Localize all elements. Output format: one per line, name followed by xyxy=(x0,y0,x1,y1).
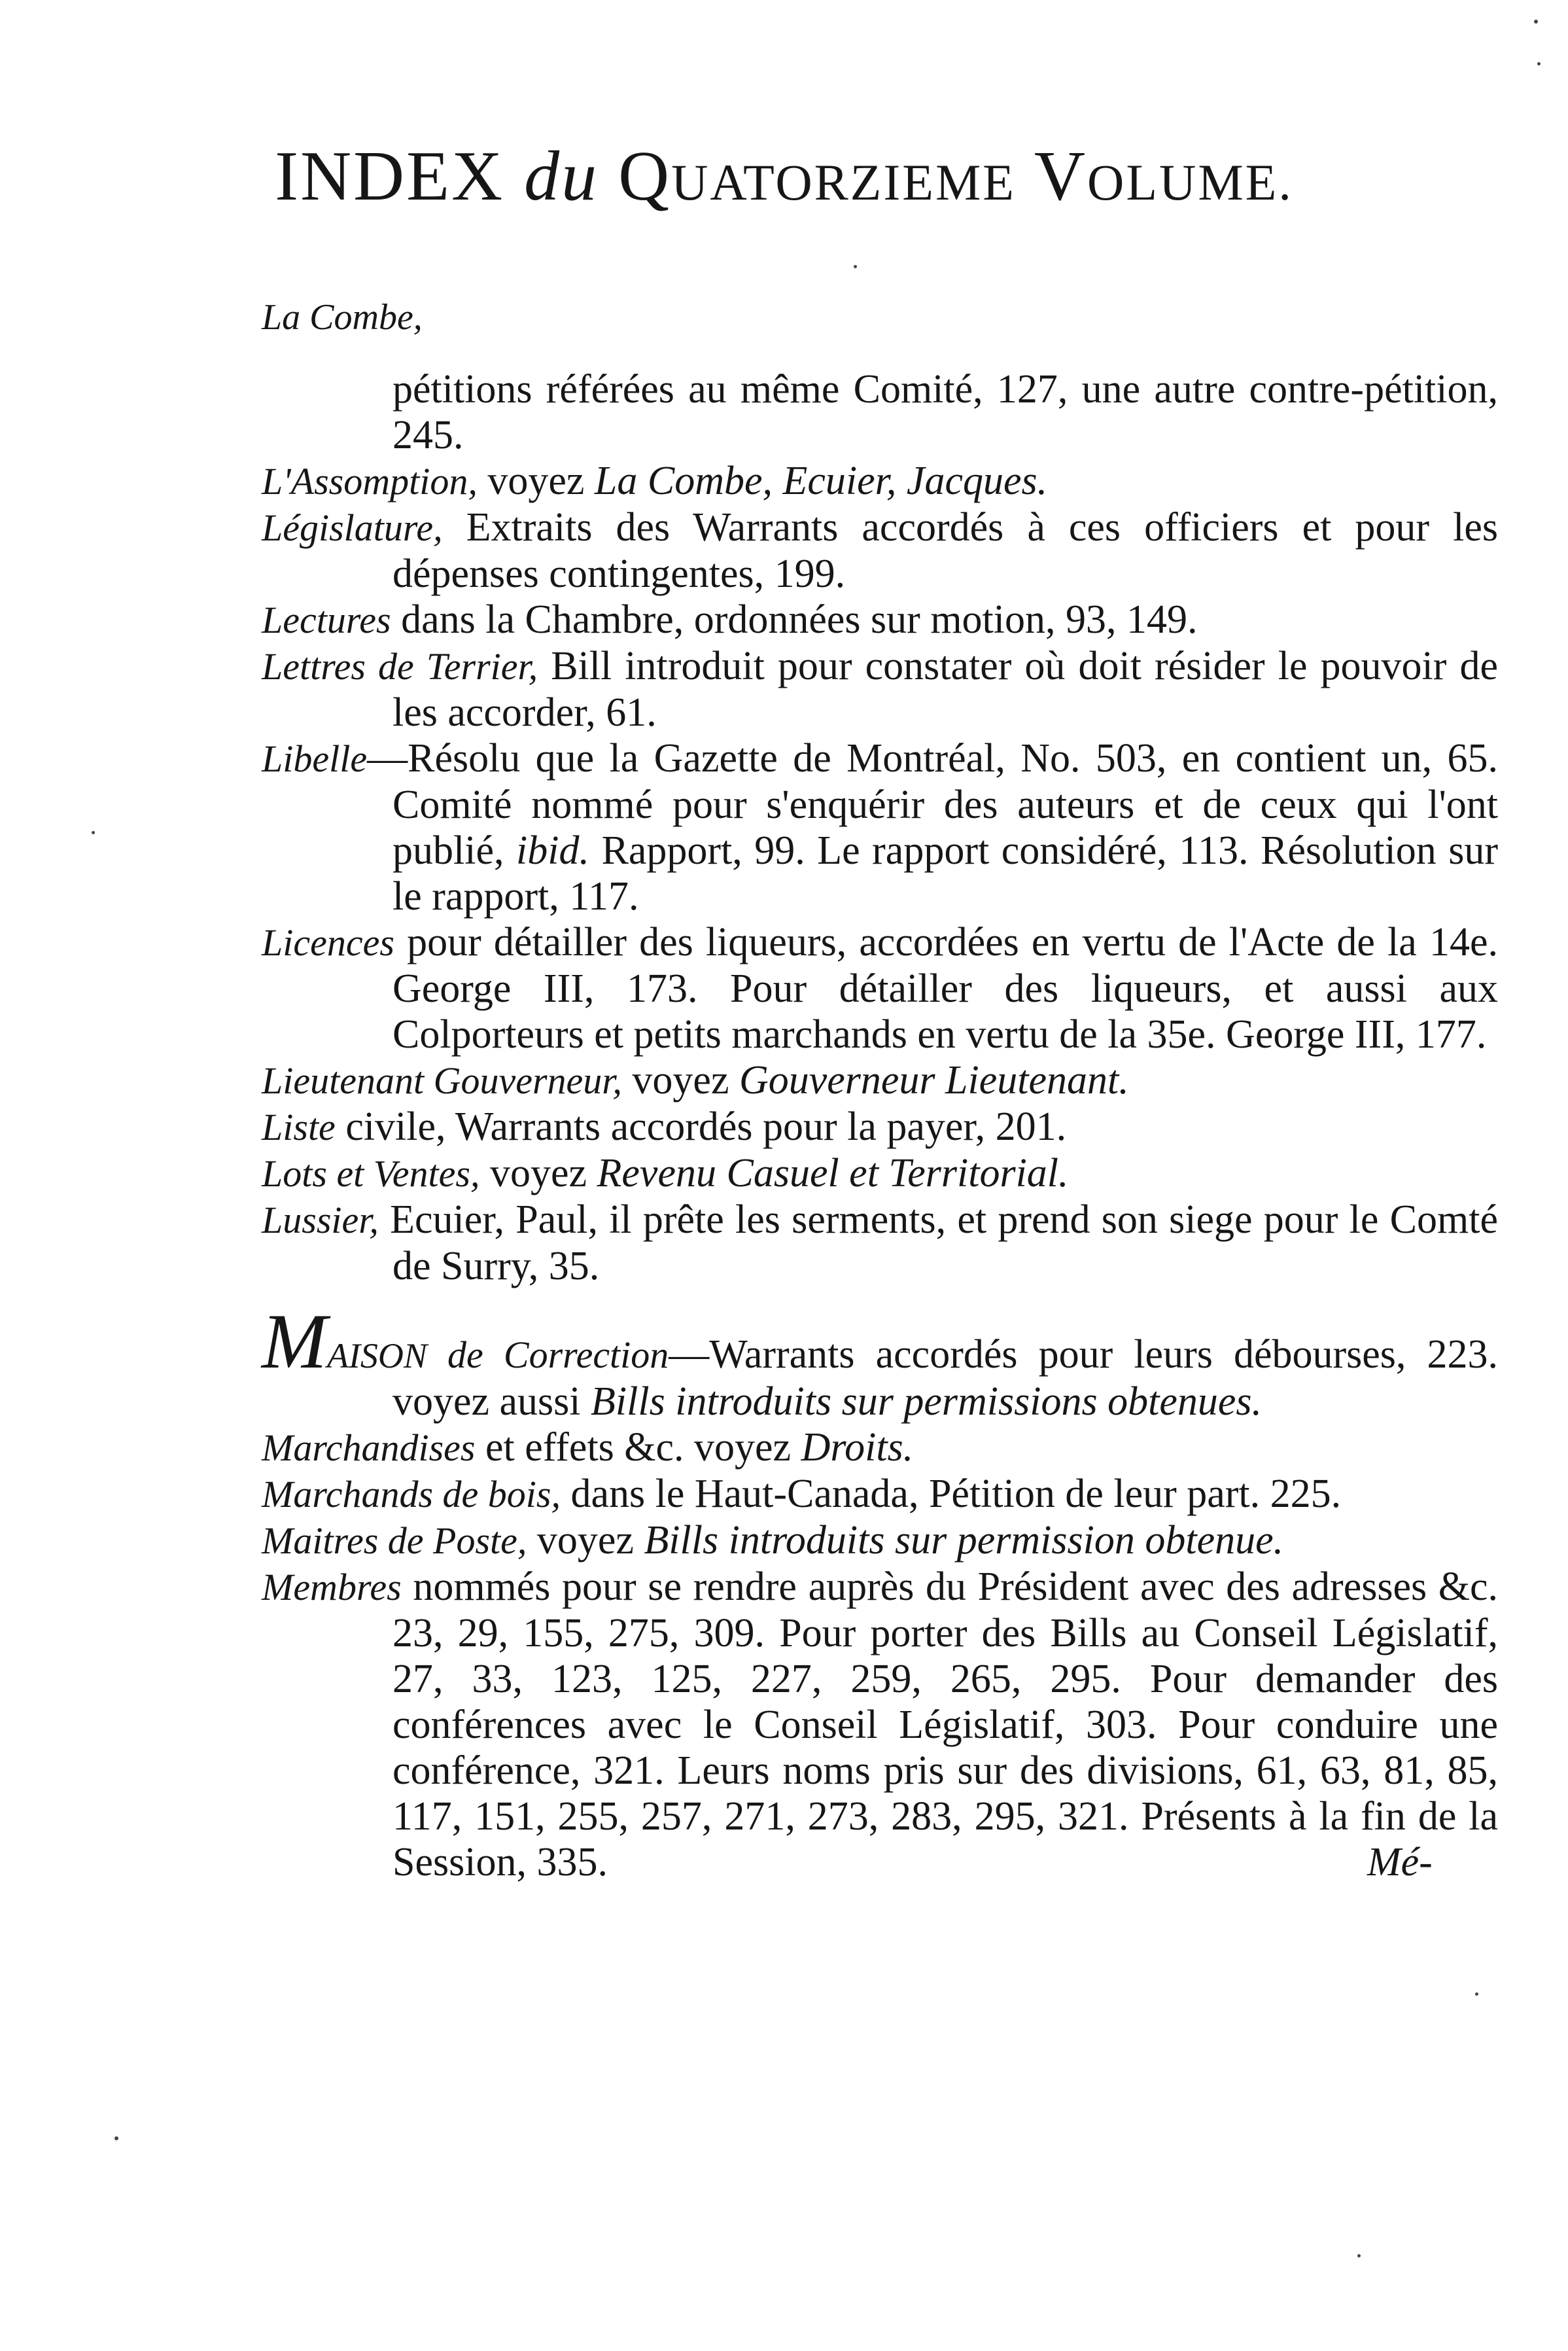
entry-reference: Droits. xyxy=(801,1425,914,1470)
drop-cap: M xyxy=(262,1298,327,1385)
title-v-cap: V xyxy=(1034,137,1088,215)
page-title xyxy=(0,134,1568,225)
entry-text: —Résolu que la Gazette de Montréal, No. 503, en contient un, 65. Comité nommé pour s'enquérir des auteurs et de ceux qui l'ont publié, xyxy=(367,736,1498,873)
scan-speck xyxy=(92,831,95,834)
entry-term: Législature, xyxy=(262,506,443,549)
entry-term: L'Assomption, xyxy=(262,460,478,503)
index-entry xyxy=(262,643,1498,735)
entry-text: Extraits des Warrants accordés à ces officiers et pour les dépenses contingentes, 199. xyxy=(392,505,1498,596)
title-quatorzieme-rest: UATORZIEME xyxy=(671,154,1016,211)
index-entry xyxy=(262,458,1498,504)
index-entry xyxy=(262,1104,1498,1150)
index-entry: Membres nommés pour se rendre auprès du Président avec des adresses &c. 23, 29, 155, 275, 309. Pour porter des Bills au Conseil Législatif, 27, 33, 123, 125, 227, 259, 265, 295. Pour demander des conférences avec le Conseil Législatif, 303. Pour conduire une conférence, 321. Leurs noms pris sur des divisions, 61, 63, 81, 85, 117, 151, 255, 257, 271, 273, 283, 295, 321. Présents à la fin de la Session, 335. Mé- xyxy=(262,1564,1498,1884)
entry-text: dans la Chambre, ordonnées sur motion, 93, 149. xyxy=(391,597,1198,642)
entry-reference: ibid. xyxy=(516,828,589,873)
entry-text: —Warrants accordés pour leurs débourses, 223. voyez aussi xyxy=(392,1332,1498,1424)
scan-speck xyxy=(1534,20,1538,24)
entry-term: Marchands de bois, xyxy=(262,1473,561,1515)
scan-speck xyxy=(1475,1992,1478,1996)
scan-speck xyxy=(114,2136,118,2140)
entry-text: Bill introduit pour constater où doit résider le pouvoir de les accorder, 61. xyxy=(392,644,1498,735)
entry-term: Membres xyxy=(262,1566,402,1608)
index-entry xyxy=(262,1471,1498,1517)
scan-speck xyxy=(1537,62,1541,65)
index-entry xyxy=(262,1517,1498,1564)
entry-reference: Bills introduits sur permissions obtenues. xyxy=(591,1379,1262,1424)
index-section-l xyxy=(262,366,1498,1289)
scan-speck xyxy=(854,265,857,268)
entry-text: nommés pour se rendre auprès du Président avec des adresses &c. 23, 29, 155, 275, 309. Pour porter des Bills au Conseil Législatif, 27, 33, 123, 125, 227, 259, 265, 295. Pour demander des conférences avec le Conseil Législatif, 303. Pour conduire une conférence, 321. Leurs noms pris sur des divisions, 61, 63, 81, 85, 117, 151, 255, 257, 271, 273, 283, 295, 321. Présents à la fin de la Session, 335. xyxy=(392,1564,1498,1884)
scan-speck xyxy=(1357,2254,1361,2257)
entry-term: Liste xyxy=(262,1106,336,1148)
entry-text: dans le Haut-Canada, Pétition de leur part. 225. xyxy=(560,1472,1342,1516)
entry-term: Lectures xyxy=(262,599,391,641)
index-entry xyxy=(262,504,1498,597)
entry-term: Maitres de Poste, xyxy=(262,1519,527,1562)
entry-term: Libelle xyxy=(262,737,368,780)
index-entry xyxy=(262,1298,1498,1424)
entry-text: civile, Warrants accordés pour la payer, 201. xyxy=(335,1105,1067,1149)
title-volume-rest: OLUME. xyxy=(1087,154,1293,211)
entry-text: Ecuier, Paul, il prête les serments, et prend son siege pour le Comté de Surry, 35. xyxy=(378,1197,1498,1288)
entry-term: Lots et Ventes, xyxy=(262,1152,480,1195)
running-header-entry: La Combe, xyxy=(262,297,423,338)
entry-text: pétitions référées au même Comité, 127, une autre contre-pétition, 245. xyxy=(392,367,1498,457)
entry-text-continued: Rapport, 99. Le rapport considéré, 113. Résolution sur le rapport, 117. xyxy=(392,828,1498,919)
entry-reference: Gouverneur Lieutenant. xyxy=(739,1058,1129,1103)
entry-reference: Revenu Casuel et Territorial. xyxy=(597,1151,1069,1195)
entry-term-smallcaps: AISON xyxy=(326,1336,427,1375)
entry-reference: La Combe, Ecuier, Jacques. xyxy=(594,459,1048,503)
entry-text: pour détailler des liqueurs, accordées en vertu de l'Acte de la 14e. George III, 173. Pour détailler des liqueurs, et aussi aux Colporteurs et petits marchands en vertu de la 35e. George III, 177. xyxy=(392,920,1498,1057)
index-entry xyxy=(262,735,1498,919)
entry-term: Lieutenant Gouverneur, xyxy=(262,1059,622,1102)
index-entry xyxy=(262,919,1498,1057)
index-entry xyxy=(262,597,1498,643)
title-q-cap: Q xyxy=(618,137,672,215)
title-index: INDEX xyxy=(275,137,505,215)
entry-term: Lussier, xyxy=(262,1199,379,1241)
entry-term: Marchandises xyxy=(262,1426,476,1469)
entry-text: voyez xyxy=(527,1518,644,1563)
index-entry xyxy=(262,366,1498,458)
entry-reference: Bills introduits sur permission obtenue. xyxy=(644,1518,1284,1563)
entry-text: voyez xyxy=(621,1058,739,1103)
entry-text: voyez xyxy=(479,1151,597,1195)
index-entry xyxy=(262,1424,1498,1471)
entry-text: et effets &c. voyez xyxy=(475,1425,801,1470)
title-du: du xyxy=(524,137,599,215)
index-entry xyxy=(262,1197,1498,1289)
index-entry xyxy=(262,1150,1498,1197)
index-entry xyxy=(262,1057,1498,1104)
entry-term: Licences xyxy=(262,921,394,964)
entry-term: de Correction xyxy=(427,1334,669,1376)
index-section-m xyxy=(262,1298,1498,1885)
entry-text: voyez xyxy=(477,459,595,503)
entry-term: Lettres de Terrier, xyxy=(262,645,538,688)
